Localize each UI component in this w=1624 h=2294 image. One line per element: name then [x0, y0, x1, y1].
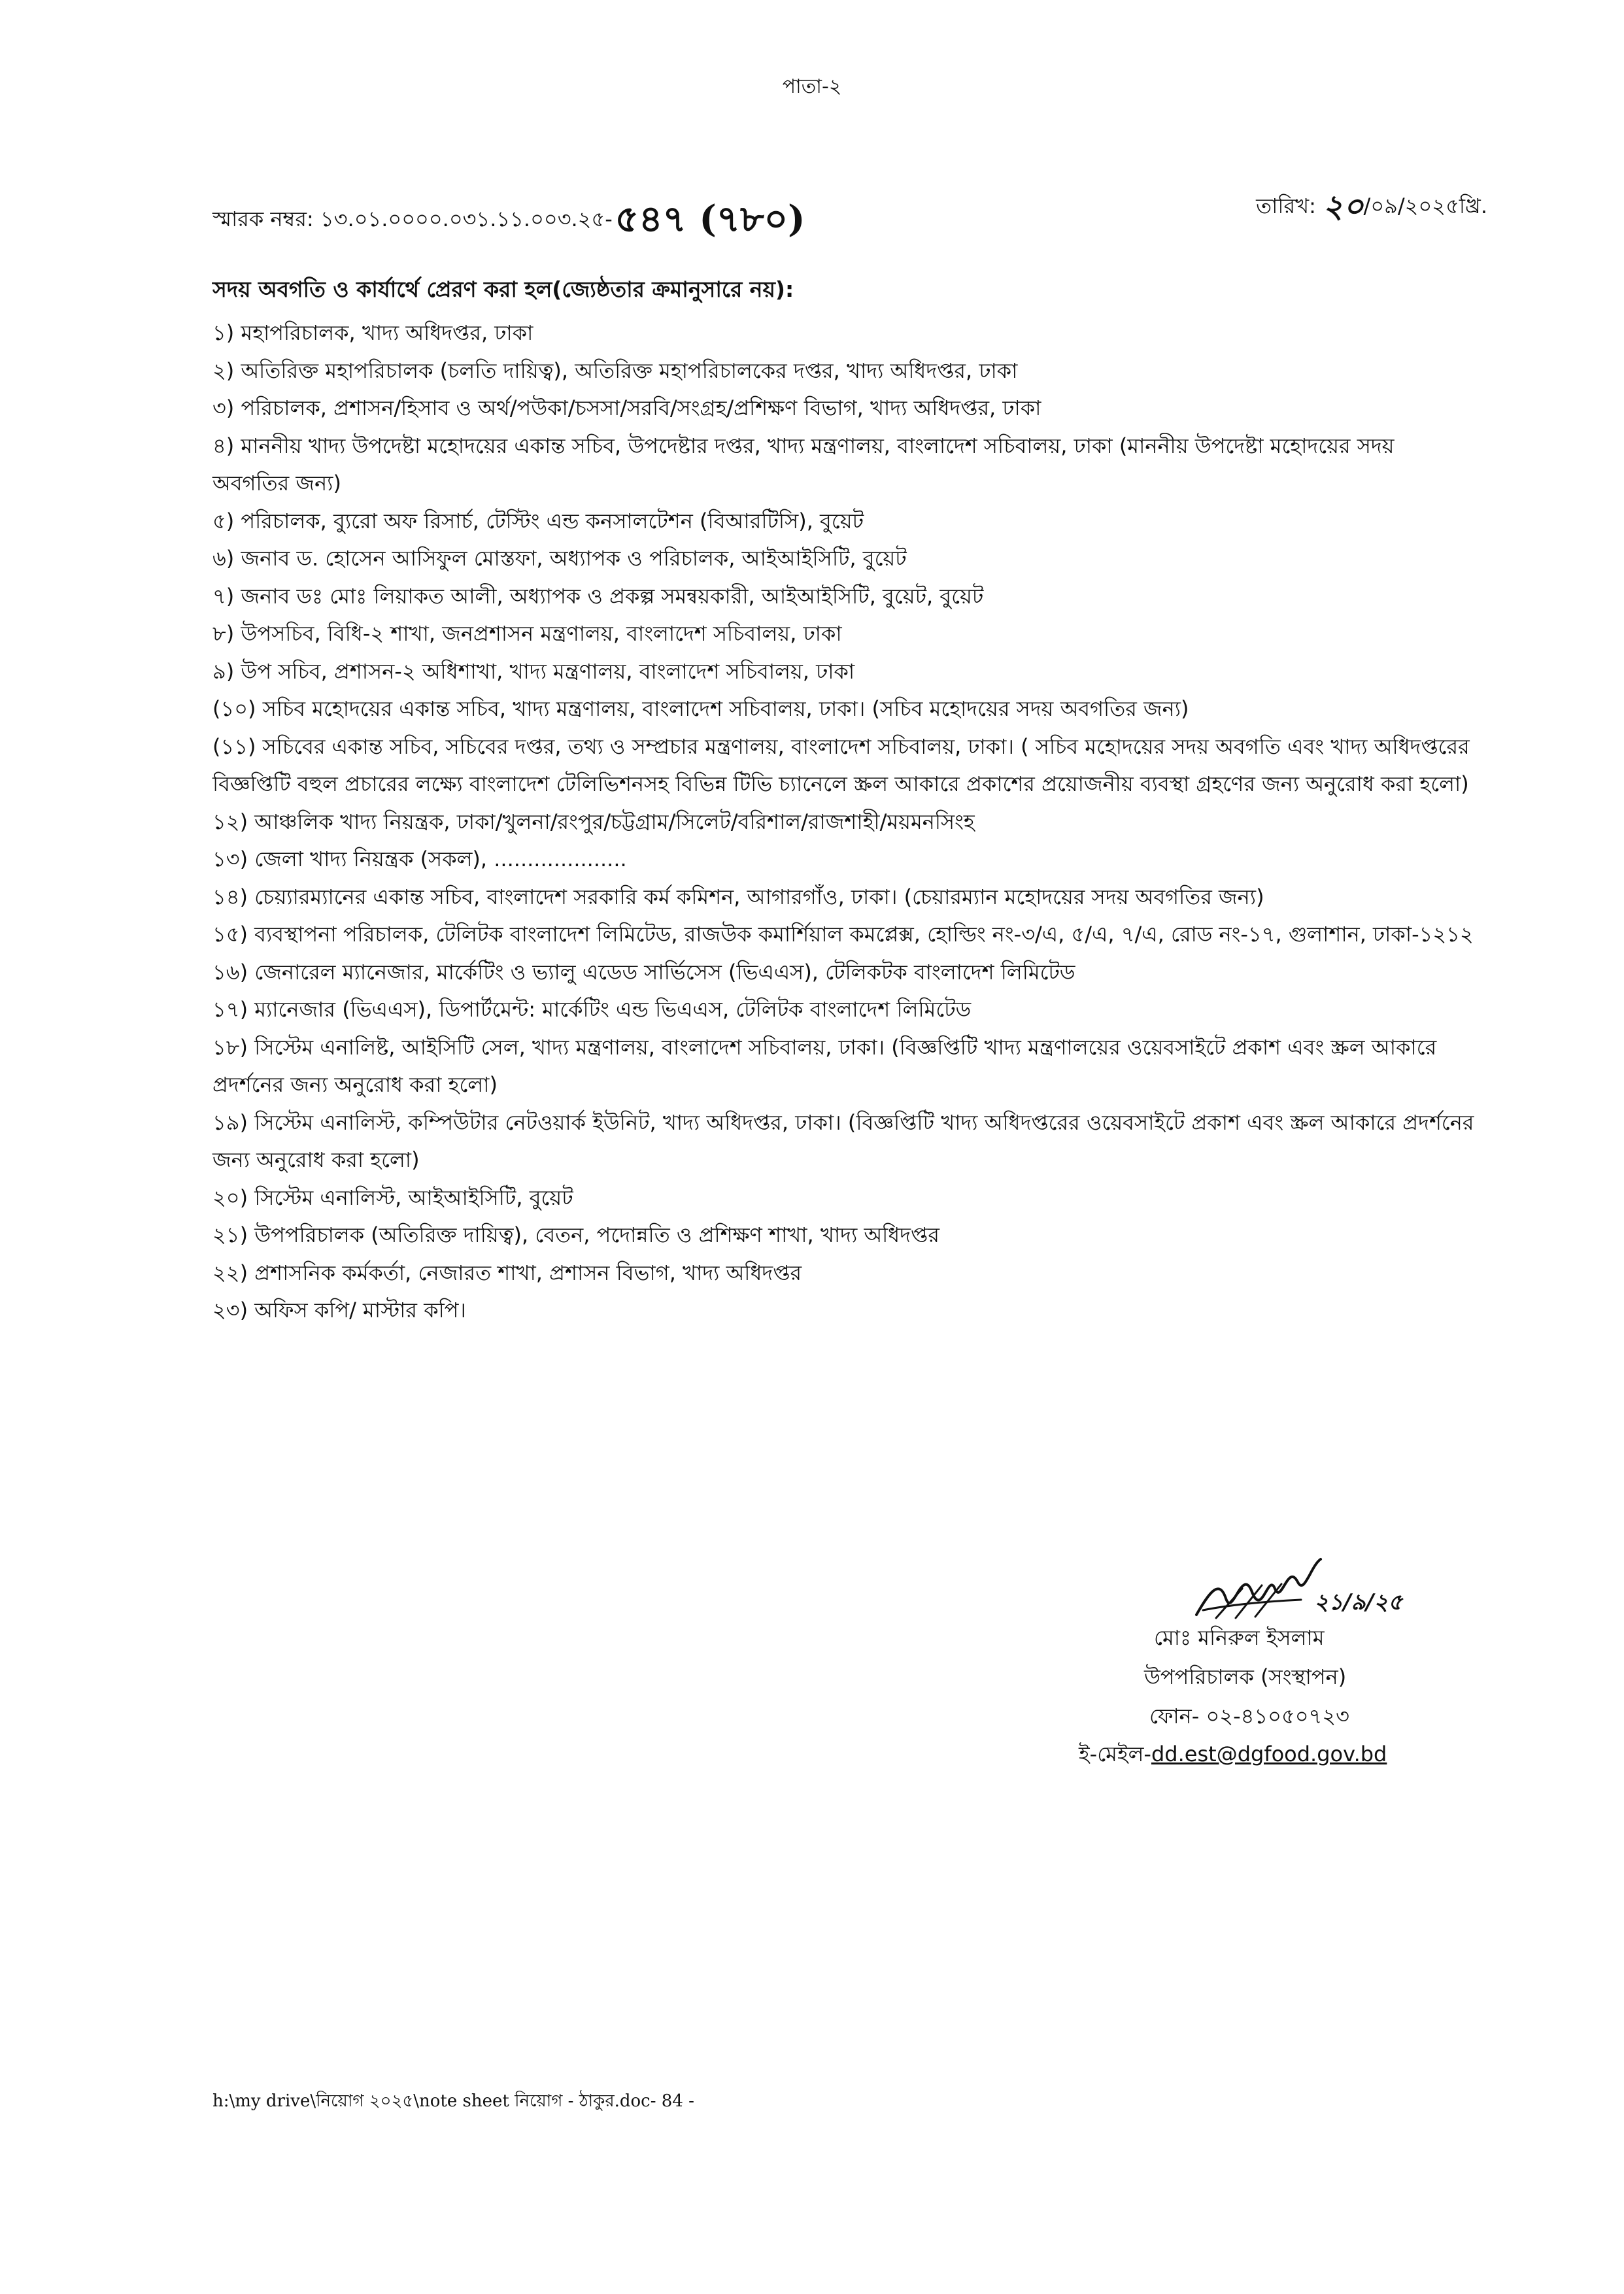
signature-date: ২১/৯/২৫ [1314, 1589, 1403, 1615]
distribution-list [212, 314, 1474, 1330]
footer-file-path: h:\my drive\নিয়োগ ২০২৫\note sheet নিয়োগ - ঠাকুর.doc- 84 - [212, 2091, 694, 2111]
distribution-item: ৫) পরিচালক, ব্যুরো অফ রিসার্চ, টেস্টিং এন্ড কনসালটেশন (বিআরটিসি), বুয়েট [212, 508, 864, 533]
memo-date-suffix: /০৯/২০২৫খ্রি. [1363, 194, 1487, 218]
memo-header [212, 171, 1487, 241]
distribution-item: ৪) মাননীয় খাদ্য উপদেষ্টা মহোদয়ের একান্ত সচিব, উপদেষ্টার দপ্তর, খাদ্য মন্ত্রণালয়, বাংলাদেশ সচিবালয়, ঢাকা (মাননীয় উপদেষ্টা মহোদয়ের সদয় অবগতির জন্য) [212, 433, 1395, 496]
distribution-item: (১১) সচিবের একান্ত সচিব, সচিবের দপ্তর, তথ্য ও সম্প্রচার মন্ত্রণালয়, বাংলাদেশ সচিবালয়, ঢাকা। ( সচিব মহোদয়ের সদয় অবগতি এবং খাদ্য অধিদপ্তরের বিজ্ঞপ্তিটি বহুল প্রচারের লক্ষ্যে বাংলাদেশ টেলিভিশনসহ বিভিন্ন টিভি চ্যানেলে স্ক্রল আকারে প্রকাশের প্রয়োজনীয় ব্যবস্থা গ্রহণের জন্য অনুরোধ করা হলো) [212, 734, 1470, 796]
distribution-item: ৯) উপ সচিব, প্রশাসন-২ অধিশাখা, খাদ্য মন্ত্রণালয়, বাংলাদেশ সচিবালয়, ঢাকা [212, 658, 855, 684]
memo-reference-handwritten: ৫৪৭ (৭৮০) [615, 197, 805, 241]
distribution-item: ১৯) সিস্টেম এনালিস্ট, কম্পিউটার নেটওয়ার্ক ইউনিট, খাদ্য অধিদপ্তর, ঢাকা। (বিজ্ঞপ্তিটি খাদ্য অধিদপ্তরের ওয়েবসাইটে প্রকাশ এবং স্ক্রল আকারে প্রদর্শনের জন্য অনুরোধ করা হলো) [212, 1109, 1474, 1172]
distribution-item: ১৮) সিস্টেম এনালিষ্ট, আইসিটি সেল, খাদ্য মন্ত্রণালয়, বাংলাদেশ সচিবালয়, ঢাকা। (বিজ্ঞপ্তিটি খাদ্য মন্ত্রণালয়ের ওয়েবসাইটে প্রকাশ এবং স্ক্রল আকারে প্রদর্শনের জন্য অনুরোধ করা হলো) [212, 1034, 1437, 1097]
memo-reference-label: স্মারক নম্বর: ১৩.০১.০০০০.০৩১.১১.০০৩.২৫- [212, 207, 613, 231]
email-link[interactable]: dd.est@dgfood.gov.bd [1151, 1742, 1387, 1766]
distribution-item: ৭) জনাব ডঃ মোঃ লিয়াকত আলী, অধ্যাপক ও প্রকল্প সমন্বয়কারী, আইআইসিটি, বুয়েট, বুয়েট [212, 583, 984, 609]
distribution-item: ৩) পরিচালক, প্রশাসন/হিসাব ও অর্থ/পউকা/চসসা/সরবি/সংগ্রহ/প্রশিক্ষণ বিভাগ, খাদ্য অধিদপ্তর, ঢাকা [212, 396, 1041, 420]
distribution-item: ১৪) চেয়্যারম্যানের একান্ত সচিব, বাংলাদেশ সরকারি কর্ম কমিশন, আগারগাঁও, ঢাকা। (চেয়ারম্যান মহোদয়ের সদয় অবগতির জন্য) [212, 884, 1264, 909]
email-label: ই-মেইল- [1079, 1742, 1151, 1766]
signature-block [1079, 1553, 1504, 1768]
memo-date-handwritten: ২০ [1323, 188, 1364, 225]
memo-date [1256, 183, 1487, 235]
distribution-heading: সদয় অবগতি ও কার্যার্থে প্রেরণ করা হল(জ্যেষ্ঠতার ক্রমানুসারে নয়): [212, 277, 794, 302]
memo-reference [212, 191, 805, 252]
distribution-item: ১) মহাপরিচালক, খাদ্য অধিদপ্তর, ঢাকা [212, 320, 533, 345]
distribution-item: ১৬) জেনারেল ম্যানেজার, মার্কেটিং ও ভ্যালু এডেড সার্ভিসেস (ভিএএস), টেলিকটক বাংলাদেশ লিমিটেড [212, 959, 1075, 985]
distribution-item: ২) অতিরিক্ত মহাপরিচালক (চলতি দায়িত্ব), অতিরিক্ত মহাপরিচালকের দপ্তর, খাদ্য অধিদপ্তর, ঢাকা [212, 358, 1018, 383]
distribution-item: (১০) সচিব মহোদয়ের একান্ত সচিব, খাদ্য মন্ত্রণালয়, বাংলাদেশ সচিবালয়, ঢাকা। (সচিব মহোদয়ের সদয় অবগতির জন্য) [212, 696, 1189, 721]
page-number: পাতা-২ [782, 75, 842, 98]
signatory-email [1079, 1738, 1387, 1773]
signatory-phone: ফোন- ০২-৪১০৫০৭২৩ [1149, 1704, 1349, 1729]
distribution-item: ৮) উপসচিব, বিধি-২ শাখা, জনপ্রশাসন মন্ত্রণালয়, বাংলাদেশ সচিবালয়, ঢাকা [212, 621, 842, 646]
distribution-section [212, 271, 1474, 1330]
distribution-item: ১৫) ব্যবস্থাপনা পরিচালক, টেলিটক বাংলাদেশ লিমিটেড, রাজউক কমার্শিয়াল কমপ্লেক্স, হোল্ডিং নং-৩/এ, ৫/এ, ৭/এ, রোড নং-১৭, গুলাশান, ঢাকা-১২১২ [212, 922, 1474, 947]
distribution-item: ২০) সিস্টেম এনালিস্ট, আইআইসিটি, বুয়েট [212, 1185, 573, 1210]
distribution-item: ২১) উপপরিচালক (অতিরিক্ত দায়িত্ব), বেতন, পদোন্নতি ও প্রশিক্ষণ শাখা, খাদ্য অধিদপ্তর [212, 1223, 939, 1247]
distribution-item: ২২) প্রশাসনিক কর্মকর্তা, নেজারত শাখা, প্রশাসন বিভাগ, খাদ্য অধিদপ্তর [212, 1260, 802, 1285]
signatory-name: মোঃ মনিরুল ইসলাম [1154, 1625, 1325, 1650]
memo-date-label: তারিখ: [1256, 194, 1323, 218]
distribution-item: ২৩) অফিস কপি/ মাস্টার কপি। [212, 1298, 466, 1323]
distribution-item: ১২) আঞ্চলিক খাদ্য নিয়ন্ত্রক, ঢাকা/খুলনা/রংপুর/চট্টগ্রাম/সিলেট/বরিশাল/রাজশাহী/ময়মনসিংহ [212, 809, 975, 834]
distribution-item: ১৩) জেলা খাদ্য নিয়ন্ত্রক (সকল), .................... [212, 847, 627, 871]
signatory-designation: উপপরিচালক (সংস্থাপন) [1144, 1664, 1347, 1689]
distribution-item: ৬) জনাব ড. হোসেন আসিফুল মোস্তফা, অধ্যাপক ও পরিচালক, আইআইসিটি, বুয়েট [212, 546, 907, 571]
distribution-item: ১৭) ম্যানেজার (ভিএএস), ডিপার্টমেন্ট: মার্কেটিং এন্ড ভিএএস, টেলিটক বাংলাদেশ লিমিটেড [212, 997, 972, 1022]
